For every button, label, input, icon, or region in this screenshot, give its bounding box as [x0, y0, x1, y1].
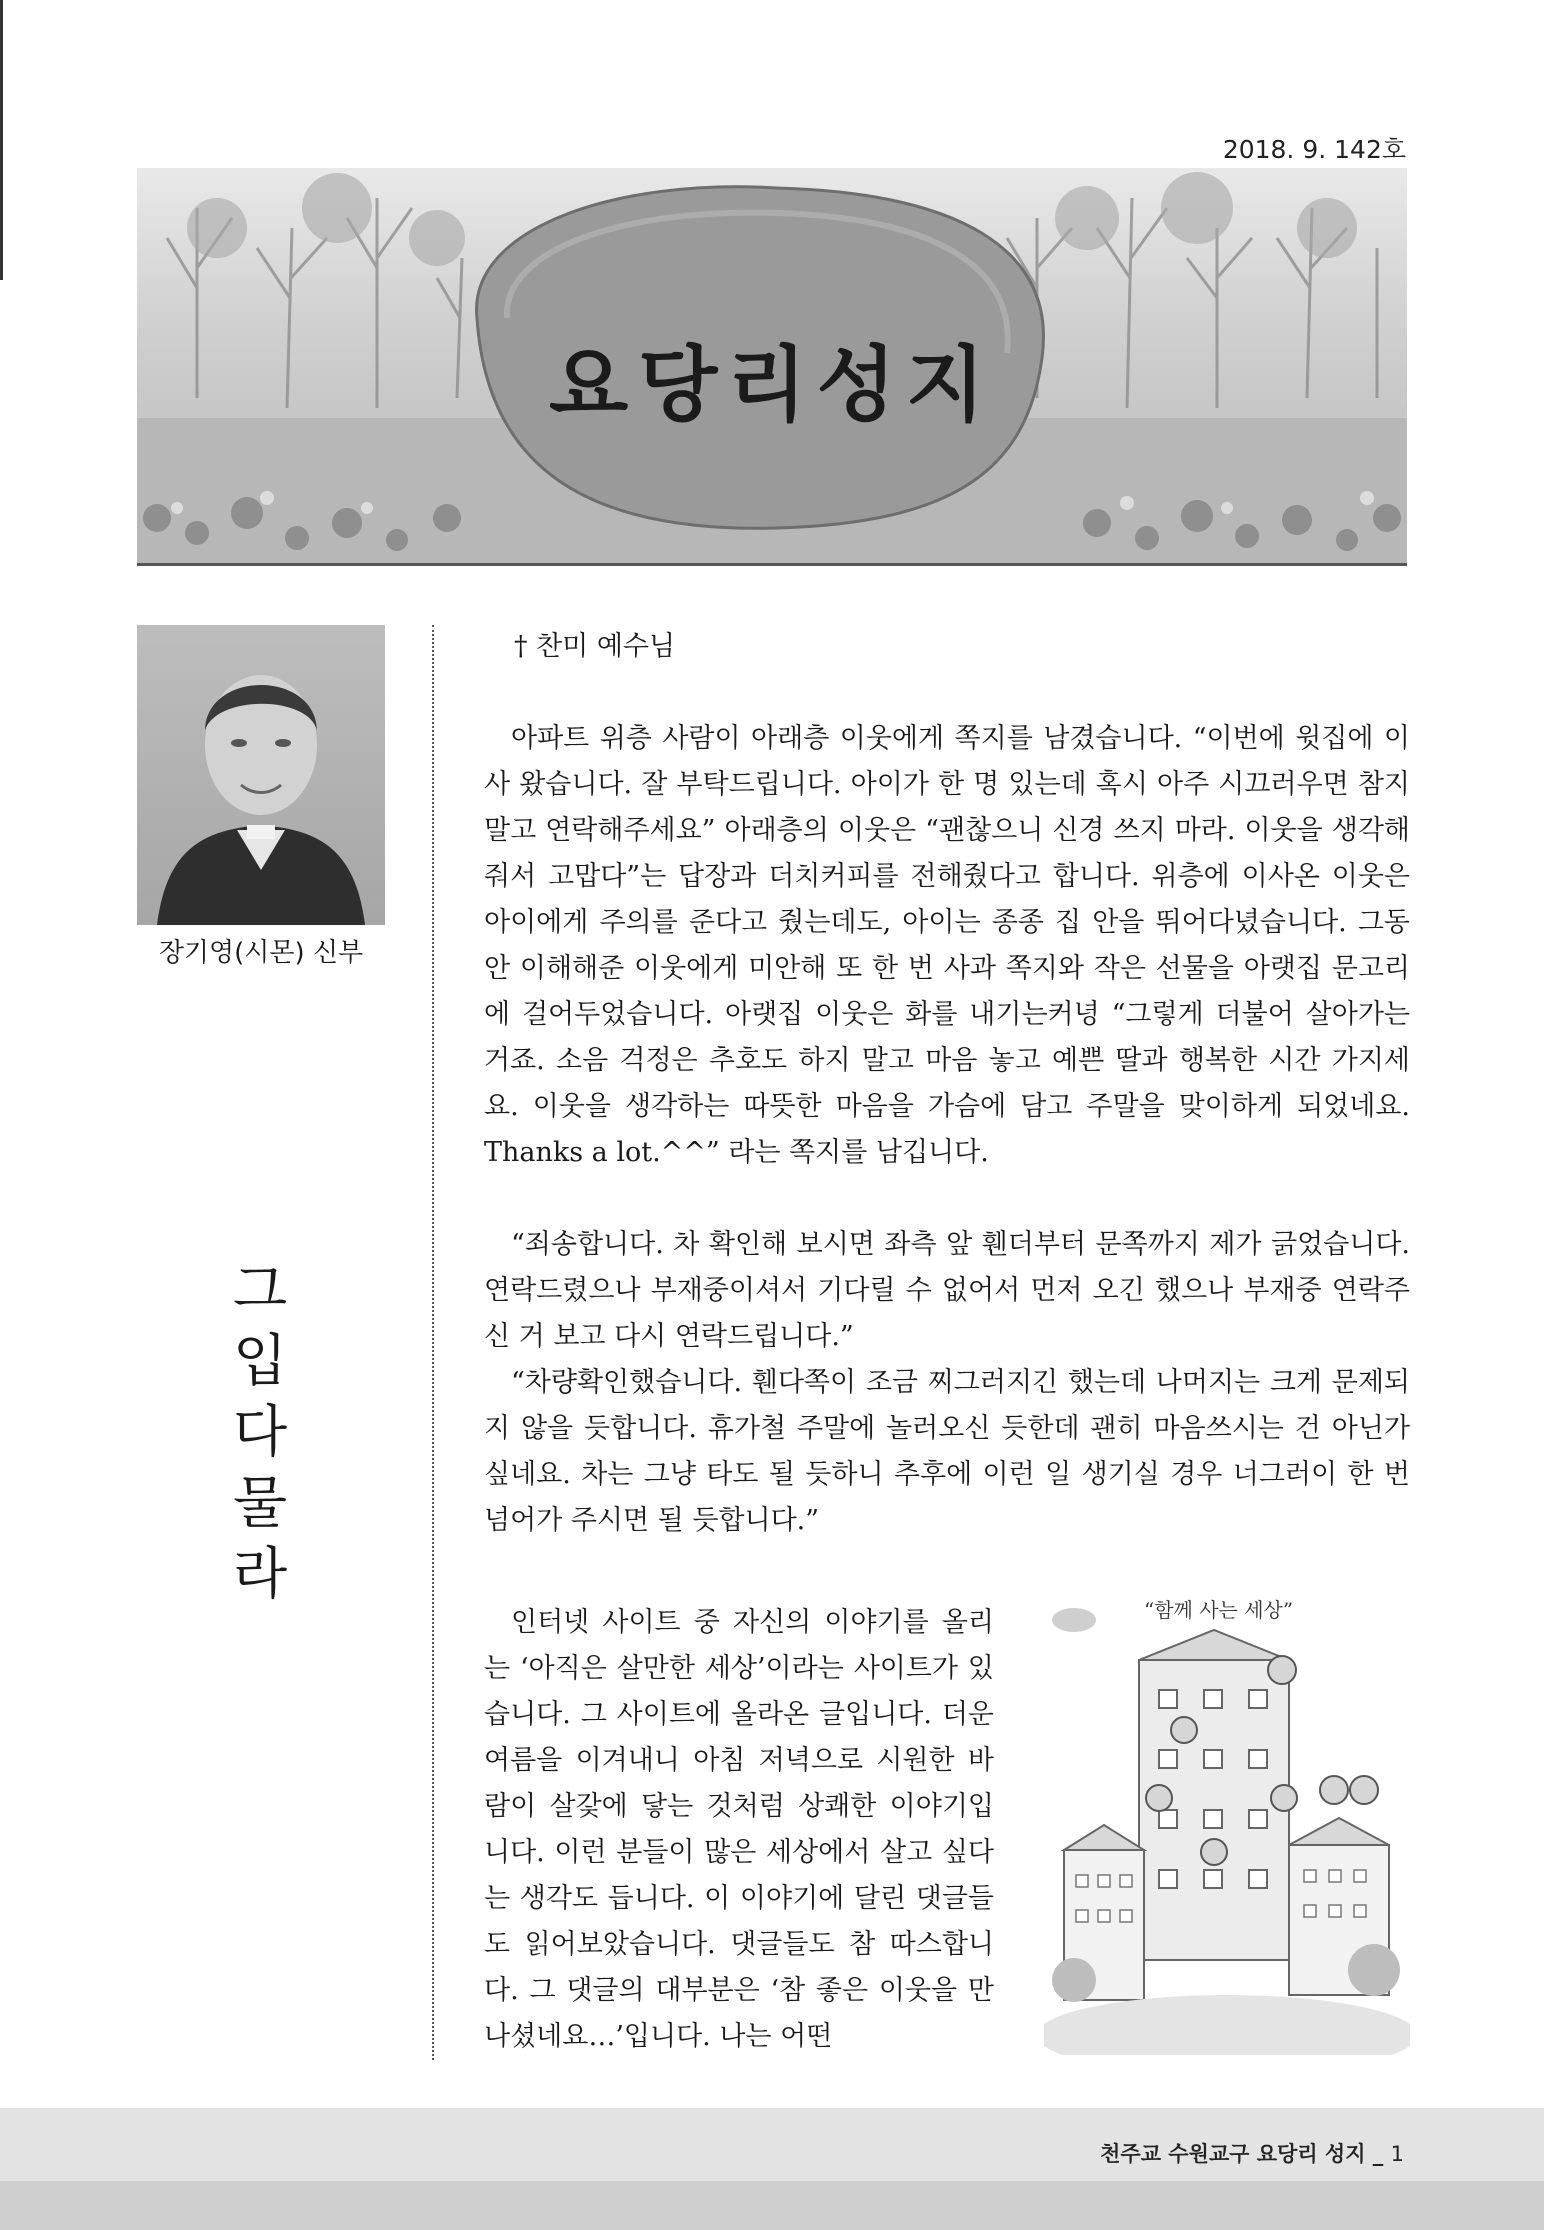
column-title — [210, 1255, 310, 1610]
header-banner — [137, 168, 1407, 566]
margin-rule — [0, 0, 3, 280]
title-char: 다 — [232, 1400, 288, 1465]
title-char: 물 — [232, 1471, 288, 1536]
page-number: 1 — [1390, 2142, 1404, 2166]
paragraph: 아파트 위층 사람이 아래층 이웃에게 쪽지를 남겼습니다. “이번에 윗집에 이사 왔습니다. 잘 부탁드립니다. 아이가 한 명 있는데 혹시 아주 시끄러우면 참지 말고 연락해주세요” 아래층의 이웃은 “괜찮으니 신경 쓰지 마라. 이웃을 생각해줘서 고맙다”는 답장과 더치커피를 전해줬다고 합니다. 위층에 이사온 이웃은 아이에게 주의를 준다고 줬는데도, 아이는 종종 집 안을 뛰어다녔습니다. 그동안 이해해준 이웃에게 미안해 또 한 번 사과 쪽지와 작은 선물을 아랫집 문고리에 걸어두었습니다. 아랫집 이웃은 화를 내기는커녕 “그렇게 더불어 살아가는 거죠. 소음 걱정은 추호도 하지 말고 마음 놓고 예쁜 딸과 행복한 시간 가지세요. 이웃을 생각하는 따뜻한 마음을 가슴에 담고 주말을 맞이하게 되었네요. Thanks a lot.^^” 라는 쪽지를 남깁니다. — [484, 723, 1410, 1168]
author-photo — [137, 625, 385, 925]
issue-info: 2018. 9. 142호 — [1222, 135, 1406, 164]
article-body — [484, 624, 1410, 1544]
paragraph: 인터넷 사이트 중 자신의 이야기를 올리는 ‘아직은 살만한 세상’이라는 사이트가 있습니다. 그 사이트에 올라온 글입니다. 더운 여름을 이겨내니 아침 저녁으로 시원한 바람이 살갗에 닿는 것처럼 상쾌한 이야기입니다. 이런 분들이 많은 세상에서 살고 싶다는 생각도 듭니다. 이 이야기에 달린 댓글들도 읽어보았습니다. 댓글들도 참 따스합니다. 그 댓글의 대부분은 ‘참 좋은 이웃을 만나셨네요…’입니다. 나는 어떤 — [484, 1607, 994, 2052]
title-char: 입 — [232, 1329, 288, 1394]
illustration-caption: “함께 사는 세상” — [1144, 1598, 1294, 1622]
column-divider — [432, 625, 434, 2060]
page-footer — [0, 2108, 1544, 2230]
greeting: † 찬미 예수님 — [514, 631, 676, 662]
author-caption: 장기영(시몬) 신부 — [158, 938, 364, 968]
banner-title: 요당리성지 — [548, 337, 996, 433]
publisher-name: 천주교 수원교구 요당리 성지 _ — [1100, 2142, 1384, 2166]
article-continued — [484, 1600, 994, 2060]
footer-text — [1100, 2138, 1404, 2168]
neighbors-illustration — [1044, 1590, 1410, 2055]
paragraph: “죄송합니다. 차 확인해 보시면 좌측 앞 휀더부터 문쪽까지 제가 긁었습니다. 연락드렸으나 부재중이셔서 기다릴 수 없어서 먼저 오긴 했으나 부재중 연락주신 거 보고 다시 연락드립니다.” — [484, 1229, 1410, 1352]
title-char: 라 — [232, 1542, 288, 1607]
paragraph: “차량확인했습니다. 휀다쪽이 조금 찌그러지긴 했는데 나머지는 크게 문제되지 않을 듯합니다. 휴가철 주말에 놀러오신 듯한데 괜히 마음쓰시는 건 아닌가 싶네요. 차는 그냥 타도 될 듯하니 추후에 이런 일 생기실 경우 너그러이 한 번 넘어가 주시면 될 듯합니다.” — [484, 1367, 1410, 1536]
title-char: 그 — [232, 1258, 288, 1323]
